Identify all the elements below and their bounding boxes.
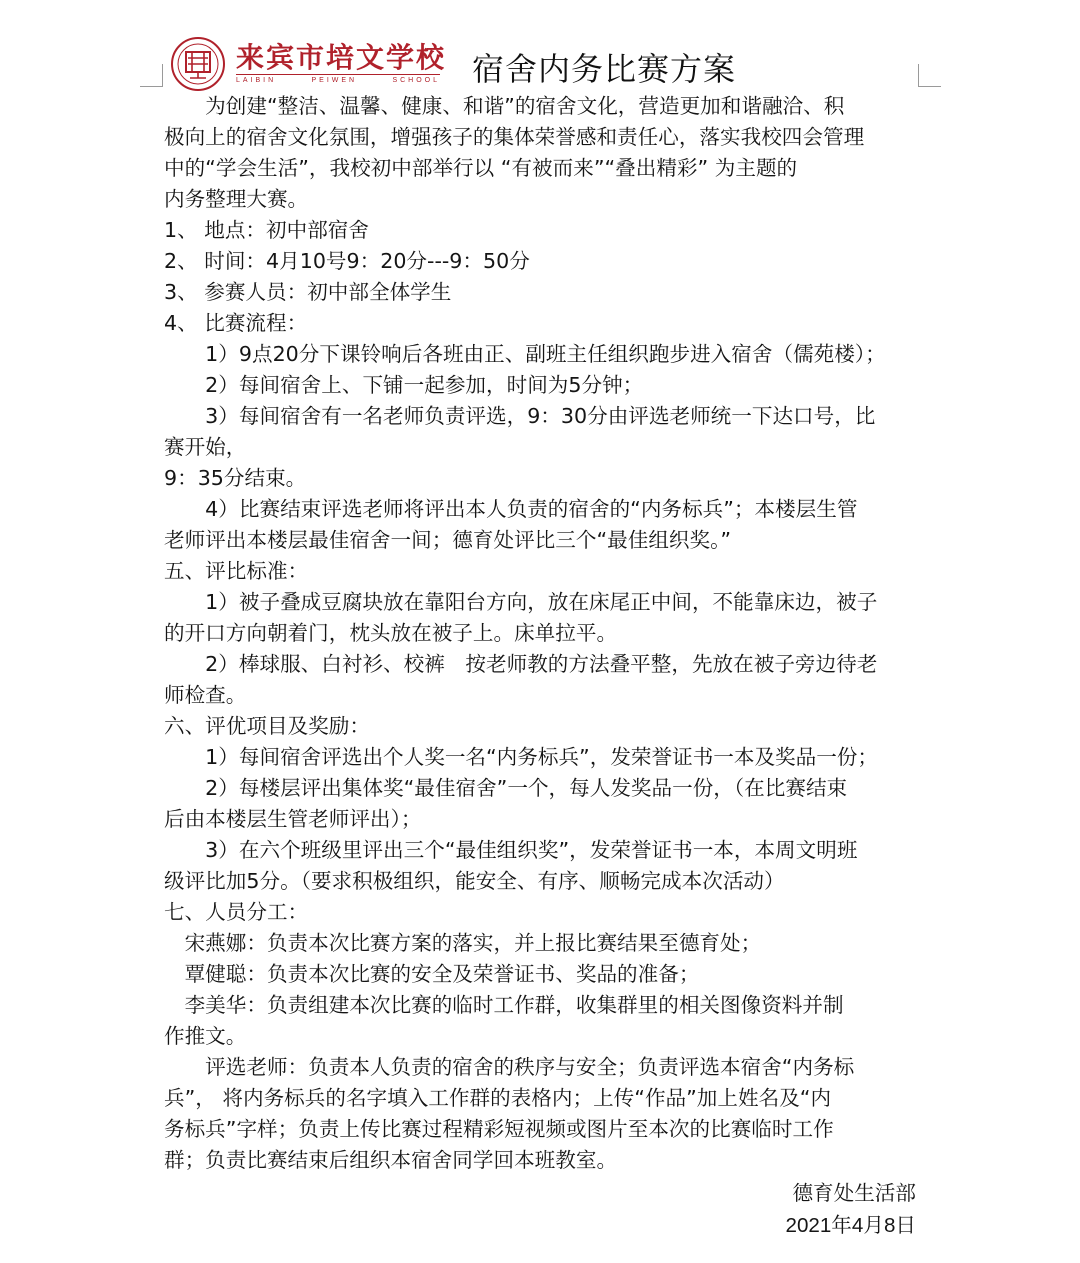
body-line: 9：35分结束。 (164, 466, 307, 490)
body-line: 内务整理大赛。 (164, 187, 309, 211)
school-seal-icon (170, 36, 226, 92)
body-line: 为创建“整洁、温馨、健康、和谐”的宿舍文化，营造更加和谐融洽、积 (164, 94, 845, 118)
body-line: 七、人员分工： (164, 900, 309, 924)
body-line: 2、 时间：4月10号9：20分---9：50分 (164, 249, 530, 273)
body-line: 1）9点20分下课铃响后各班由正、副班主任组织跑步进入宿舍（儒苑楼）； (164, 342, 886, 366)
body-line: 务标兵”字样；负责上传比赛过程精彩短视频或图片至本次的比赛临时工作 (164, 1117, 834, 1141)
body-line: 极向上的宿舍文化氛围，增强孩子的集体荣誉感和责任心，落实我校四会管理 (164, 125, 865, 149)
body-line: 宋燕娜：负责本次比赛方案的落实，并上报比赛结果至德育处； (164, 931, 762, 955)
body-line: 师检查。 (164, 683, 247, 707)
document-title: 宿舍内务比赛方案 (472, 50, 737, 88)
signature-date: 2021年4月8日 (785, 1214, 916, 1237)
body-line: 4）比赛结束评选老师将评出本人负责的宿舍的“内务标兵”；本楼层生管 (164, 497, 858, 521)
body-line: 4、 比赛流程： (164, 311, 308, 335)
school-name-en-word: PEIWEN (311, 77, 358, 84)
logo-divider (236, 74, 440, 75)
body-line: 3）每间宿舍有一名老师负责评选，9：30分由评选老师统一下达口号，比 (164, 404, 876, 428)
school-name-en (236, 77, 440, 84)
crop-mark-top-left (140, 64, 163, 87)
body-line: 老师评出本楼层最佳宿舍一间；德育处评比三个“最佳组织奖。” (164, 528, 732, 552)
document-body (164, 91, 916, 1176)
body-line: 2）棒球服、白衬衫、校裤 按老师教的方法叠平整，先放在被子旁边待老 (164, 652, 878, 676)
body-line: 群；负责比赛结束后组织本宿舍同学回本班教室。 (164, 1148, 618, 1172)
body-line: 1、 地点：初中部宿舍 (164, 218, 369, 242)
body-line: 赛开始， (164, 435, 247, 459)
body-line: 作推文。 (164, 1024, 247, 1048)
body-line: 覃健聪：负责本次比赛的安全及荣誉证书、奖品的准备； (164, 962, 700, 986)
body-line: 的开口方向朝着门，枕头放在被子上。床单拉平。 (164, 621, 618, 645)
crop-mark-top-right (918, 64, 941, 87)
school-name-cn: 来宾市培文学校 (236, 41, 447, 74)
body-line: 1）每间宿舍评选出个人奖一名“内务标兵”，发荣誉证书一本及奖品一份； (164, 745, 879, 769)
body-line: 2）每间宿舍上、下铺一起参加，时间为5分钟； (164, 373, 644, 397)
body-line: 五、评比标准： (164, 559, 309, 583)
body-line: 兵”， 将内务标兵的名字填入工作群的表格内；上传“作品”加上姓名及“内 (164, 1086, 832, 1110)
body-line: 2）每楼层评出集体奖“最佳宿舍”一个，每人发奖品一份，（在比赛结束 (164, 776, 848, 800)
body-line: 3）在六个班级里评出三个“最佳组织奖”，发荣誉证书一本，本周文明班 (164, 838, 858, 862)
body-line: 级评比加5分。（要求积极组织，能安全、有序、顺畅完成本次活动） (164, 869, 785, 893)
school-name-en-word: LAIBIN (236, 77, 277, 84)
body-line: 1）被子叠成豆腐块放在靠阳台方向，放在床尾正中间，不能靠床边，被子 (164, 590, 878, 614)
body-line: 中的“学会生活”，我校初中部举行以 “有被而来”“叠出精彩” 为主题的 (164, 156, 798, 180)
body-line: 3、 参赛人员：初中部全体学生 (164, 280, 452, 304)
body-line: 李美华：负责组建本次比赛的临时工作群，收集群里的相关图像资料并制 (164, 993, 844, 1017)
body-line: 后由本楼层生管老师评出）； (164, 807, 422, 831)
body-line: 六、评优项目及奖励： (164, 714, 370, 738)
body-line: 评选老师：负责本人负责的宿舍的秩序与安全；负责评选本宿舍“内务标 (164, 1055, 855, 1079)
school-logo (170, 34, 445, 90)
school-name-en-word: SCHOOL (392, 77, 440, 84)
signature-department: 德育处生活部 (792, 1181, 916, 1205)
